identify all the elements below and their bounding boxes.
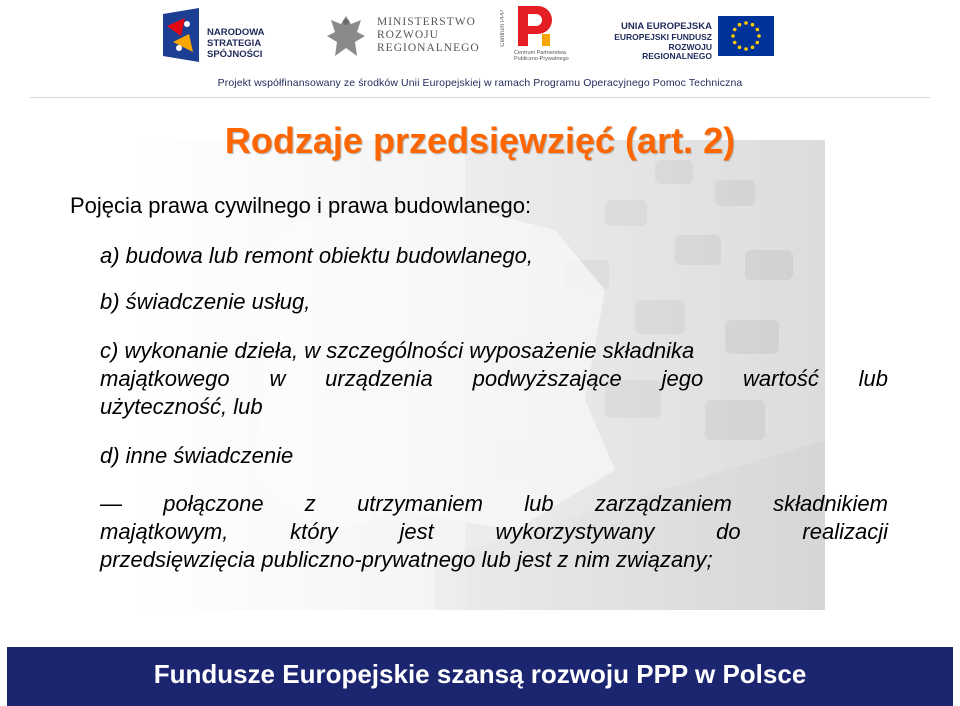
mrr-line-1: MINISTERSTWO: [377, 16, 476, 28]
mrr-line-2: ROZWOJU: [377, 29, 439, 42]
mrr-line-3: REGIONALNEGO: [377, 42, 480, 55]
item-c-line-1: c) wykonanie dzieła, w szczególności wyposażenie składnika: [100, 338, 695, 363]
footer-banner: [7, 647, 953, 706]
item-b: b) świadczenie usług,: [100, 289, 311, 314]
slide-title: Rodzaje przedsięwzięć (art. 2): [224, 120, 736, 161]
continuation-line-2: majątkowym, który jest wykorzystywany do realizacji: [100, 519, 888, 544]
footer-slogan: Fundusze Europejskie szansą rozwoju PPP w Polsce: [153, 659, 807, 689]
eu-logo: [610, 4, 780, 64]
ppp-line-3: Publiczno-Prywatnego: [514, 56, 569, 63]
item-c-line-3: użyteczność, lub: [100, 394, 263, 419]
header-divider: [30, 97, 930, 98]
eu-flag-icon: [718, 16, 774, 56]
ppp-logo: [500, 4, 580, 64]
nss-logo: [155, 4, 305, 64]
item-a: a) budowa lub remont obiektu budowlanego,: [100, 243, 533, 268]
project-cofinancing-line: Projekt współfinansowany ze środków Unii Europejskiej w ramach Programu Operacyjnego Pomoc Techniczna: [217, 77, 743, 89]
intro-text: Pojęcia prawa cywilnego i prawa budowlanego:: [70, 193, 532, 218]
item-d: d) inne świadczenie: [100, 443, 294, 468]
header-logos: [0, 0, 960, 100]
nss-emblem-icon: [159, 6, 203, 64]
ppp-vertical-label: Centrum PPP: [500, 10, 506, 47]
eu-line-2: EUROPEJSKI FUNDUSZ: [614, 31, 712, 42]
ppp-p-icon: [514, 4, 554, 48]
eu-line-3: ROZWOJU REGIONALNEGO: [642, 41, 712, 62]
nss-line-1: NARODOWA: [207, 27, 265, 38]
item-c-line-2: majątkowego w urządzenia podwyższające jego wartość lub: [100, 366, 888, 391]
mrr-logo: [325, 4, 485, 64]
continuation-line-1: — połączone z utrzymaniem lub zarządzaniem składnikiem: [100, 491, 888, 516]
ppp-line-2: Centrum Partnerstwa: [514, 50, 566, 56]
eagle-emblem-icon: [325, 12, 367, 62]
eu-line-1: UNIA EUROPEJSKA: [621, 21, 712, 32]
continuation-line-3: przedsięwzięcia publiczno-prywatnego lub jest z nim związany;: [100, 547, 713, 572]
nss-line-2: STRATEGIA SPÓJNOŚCI: [207, 37, 263, 60]
